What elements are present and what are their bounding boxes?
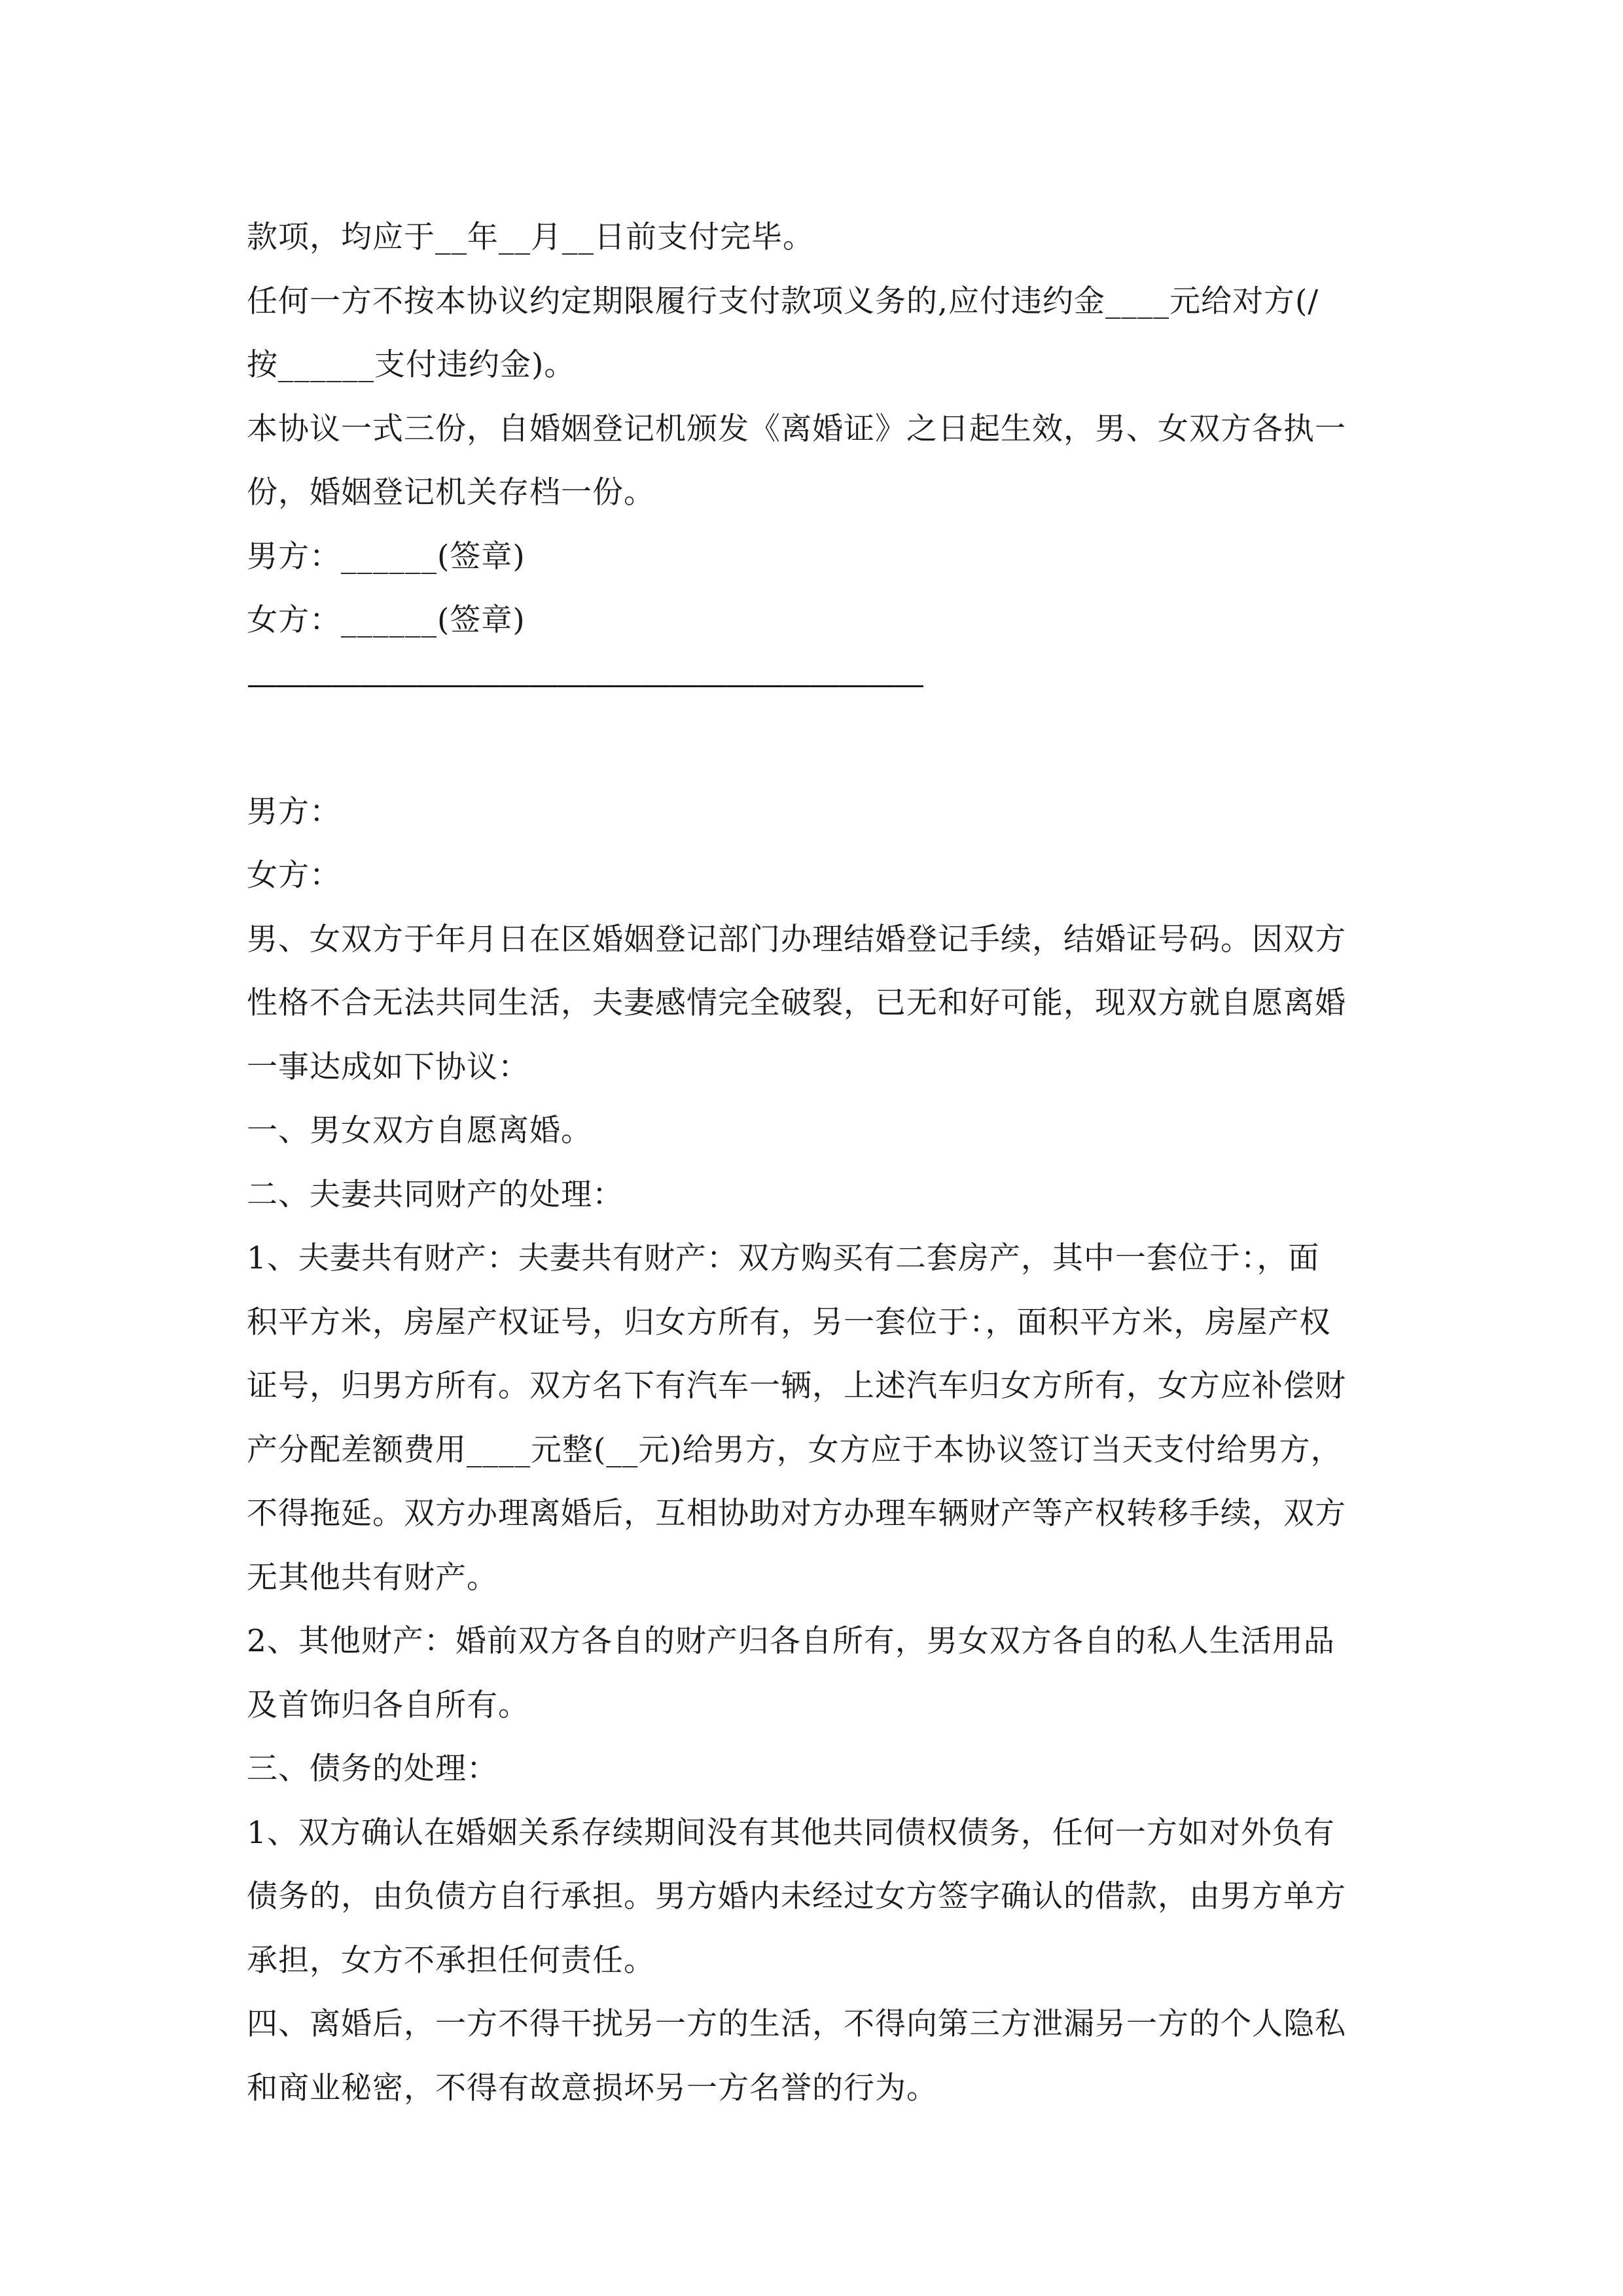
text-line: 及首饰归各自所有。	[247, 1687, 529, 1723]
text-line: 无其他共有财产。	[247, 1559, 498, 1596]
text-line: 债务的，由负债方自行承担。男方婚内未经过女方签字确认的借款，由男方单方	[247, 1878, 1346, 1914]
text-line: 四、离婚后，一方不得干扰另一方的生活，不得向第三方泄漏另一方的个人隐私	[247, 2006, 1346, 2042]
female-party-label: 女方：	[247, 857, 341, 893]
text-line: 一事达成如下协议：	[247, 1049, 529, 1085]
text-line: 任何一方不按本协议约定期限履行支付款项义务的,应付违约金____元给对方(/	[247, 283, 1319, 319]
text-line: 产分配差额费用____元整(__元)给男方，女方应于本协议签订当天支付给男方，	[247, 1431, 1342, 1468]
text-line: 本协议一式三份，自婚姻登记机颁发《离婚证》之日起生效，男、女双方各执一	[247, 410, 1346, 447]
text-line: 男、女双方于年月日在区婚姻登记部门办理结婚登记手续，结婚证号码。因双方	[247, 921, 1346, 958]
text-line: 1、双方确认在婚姻关系存续期间没有其他共同债权债务，任何一方如对外负有	[247, 1814, 1335, 1851]
document-body	[247, 206, 1385, 2120]
male-party-label: 男方：	[247, 793, 341, 830]
section-divider: ————————————————————————	[247, 666, 922, 702]
text-line: 不得拖延。双方办理离婚后，互相协助对方办理车辆财产等产权转移手续，双方	[247, 1496, 1346, 1532]
text-line: 性格不合无法共同生活，夫妻感情完全破裂，已无和好可能，现双方就自愿离婚	[247, 985, 1346, 1021]
text-line: 款项，均应于__年__月__日前支付完毕。	[247, 219, 814, 255]
clause-heading: 二、夫妻共同财产的处理：	[247, 1176, 624, 1213]
male-signature-line: 男方：______(签章)	[247, 538, 526, 575]
clause-heading: 三、债务的处理：	[247, 1751, 498, 1787]
text-line: 和商业秘密，不得有故意损坏另一方名誉的行为。	[247, 2070, 938, 2106]
text-line: 1、夫妻共有财产：夫妻共有财产：双方购买有二套房产，其中一套位于：，面	[247, 1240, 1320, 1276]
text-line: 2、其他财产：婚前双方各自的财产归各自所有，男女双方各自的私人生活用品	[247, 1623, 1335, 1659]
text-line: 承担，女方不承担任何责任。	[247, 1942, 655, 1979]
clause-heading: 一、男女双方自愿离婚。	[247, 1113, 592, 1149]
text-line: 按______支付违约金)。	[247, 347, 576, 383]
text-line: 证号，归男方所有。双方名下有汽车一辆，上述汽车归女方所有，女方应补偿财	[247, 1368, 1346, 1404]
blank-line	[247, 716, 1385, 780]
female-signature-line: 女方：______(签章)	[247, 602, 526, 638]
text-line: 积平方米，房屋产权证号，归女方所有，另一套位于：，面积平方米，房屋产权	[247, 1304, 1331, 1340]
text-line: 份，婚姻登记机关存档一份。	[247, 475, 655, 511]
